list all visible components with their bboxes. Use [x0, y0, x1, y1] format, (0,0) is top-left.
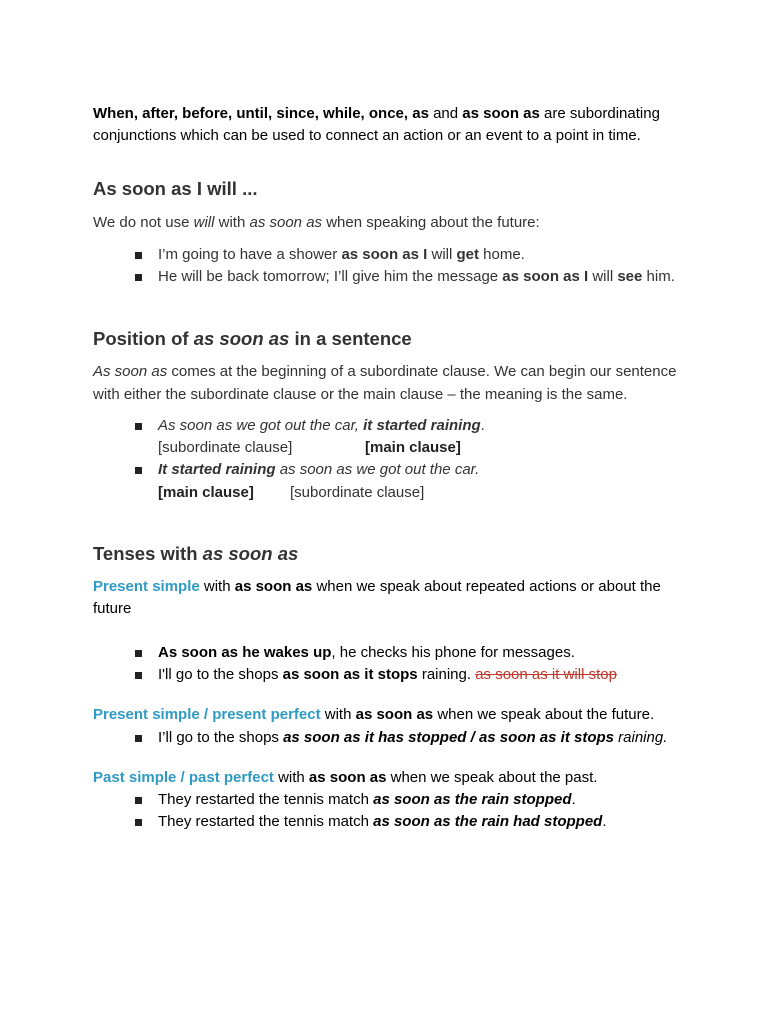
- list-item: I’ll go to the shops as soon as it has stopped / as soon as it stops raining.: [158, 729, 668, 746]
- clause-label: [subordinate clause]: [158, 439, 293, 456]
- text: when speaking about the future:: [322, 214, 540, 231]
- clause-label: [main clause]: [158, 484, 254, 501]
- section-heading-as-soon-as-i-will: As soon as I will ...: [93, 178, 258, 199]
- bullet-icon: [135, 735, 142, 742]
- conjunction-list: When, after, before, until, since, while, once, as: [93, 105, 429, 122]
- section2-paragraph: As soon as comes at the beginning of a subordinate clause. We can begin our sentence with either the subordinate clause or the main clause – the meaning is the same.: [93, 363, 677, 403]
- text: We do not use: [93, 214, 194, 231]
- intro-paragraph: [93, 103, 683, 146]
- text: with: [214, 214, 250, 231]
- bullet-icon: [135, 423, 142, 430]
- bullet-icon: [135, 672, 142, 679]
- list-item: He will be back tomorrow; I’ll give him the message as soon as I will see him.: [158, 268, 675, 285]
- list-item: As soon as he wakes up, he checks his phone for messages.: [158, 644, 575, 661]
- bullet-icon: [135, 467, 142, 474]
- list-item: I’m going to have a shower as soon as I will get home.: [158, 246, 525, 263]
- clause-label: [main clause]: [365, 439, 461, 456]
- list-item: They restarted the tennis match as soon as the rain had stopped.: [158, 813, 607, 830]
- list-item: They restarted the tennis match as soon as the rain stopped.: [158, 791, 576, 808]
- list-item: It started raining as soon as we got out the car.: [158, 461, 480, 478]
- section-heading-tenses: Tenses with as soon as: [93, 543, 299, 564]
- bullet-icon: [135, 274, 142, 281]
- list-item: As soon as we got out the car, it started raining.: [158, 417, 485, 434]
- intro-rest: are subordinating conjunctions which can be used to connect an action or an event to a point in time.: [93, 105, 660, 144]
- struck-wrong-form: as soon as it will stop: [475, 666, 617, 683]
- clause-label: [subordinate clause]: [290, 484, 425, 501]
- section1-paragraph: [93, 212, 683, 234]
- section-heading-position: Position of as soon as in a sentence: [93, 328, 412, 349]
- group-present-simple: Present simple with as soon as when we speak about repeated actions or about the future: [93, 578, 661, 617]
- intro-as-soon-as: as soon as: [462, 105, 540, 122]
- intro-and: and: [428, 105, 463, 122]
- group-present-perfect: Present simple / present perfect with as soon as when we speak about the future.: [93, 706, 655, 723]
- list-item: I'll go to the shops as soon as it stops raining. as soon as it will stop: [158, 666, 617, 683]
- bullet-icon: [135, 252, 142, 259]
- text-as-soon-as: as soon as: [249, 214, 323, 231]
- bullet-icon: [135, 650, 142, 657]
- bullet-icon: [135, 797, 142, 804]
- bullet-icon: [135, 819, 142, 826]
- group-past-simple: Past simple / past perfect with as soon as when we speak about the past.: [93, 769, 598, 786]
- text-will: will: [193, 214, 215, 231]
